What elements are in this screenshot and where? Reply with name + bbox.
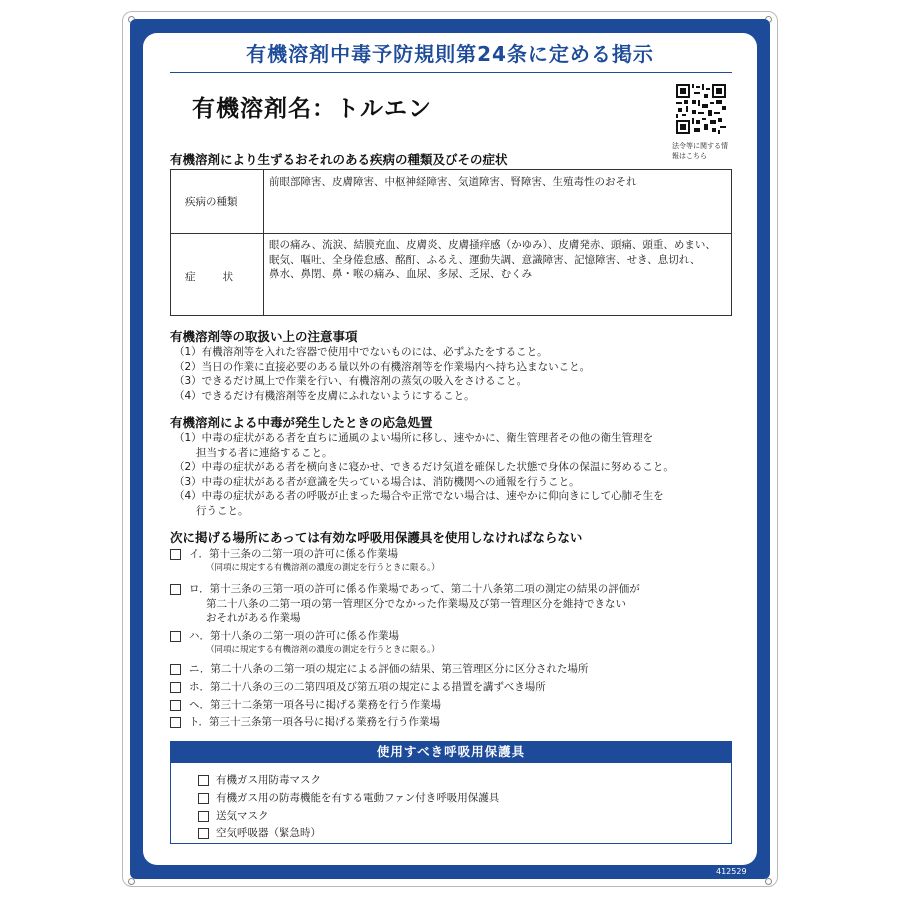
symptoms-line-2: 眠気、嘔吐、全身倦怠感、酩酊、ふるえ、運動失調、意識障害、記憶障害、せき、息切れ、 [269, 253, 701, 266]
ppe-item-1-checkbox[interactable] [198, 775, 209, 786]
table-row-divider [171, 233, 731, 234]
place-ni-text: ニ．第二十八条の二第一項の規定による評価の結果、第三管理区分に区分された場所 [189, 663, 589, 675]
qr-code[interactable] [676, 84, 726, 134]
place-i-checkbox[interactable] [170, 549, 181, 560]
diseases-heading: 有機溶剤により生ずるおそれのある疾病の種類及びその症状 [170, 152, 508, 167]
disease-type-label: 疾病の種類 [185, 196, 238, 208]
place-he-text: ヘ．第三十二条第一項各号に掲げる業務を行う作業場 [189, 699, 441, 711]
mounting-hole-bottom-left [128, 878, 135, 885]
ppe-item-1: 有機ガス用防毒マスク [216, 774, 321, 786]
title-divider [170, 72, 732, 73]
place-ha-note: （同項に規定する有機溶剤の濃度の測定を行うときに限る。） [206, 645, 440, 655]
place-ro-line-1: ロ．第十三条の三第一項の許可に係る作業場であって、第二十八条第二項の測定の結果の評価が [189, 583, 640, 595]
place-i-note: （同項に規定する有機溶剤の濃度の測定を行うときに限る。） [206, 563, 440, 573]
ppe-item-3: 送気マスク [216, 810, 269, 822]
ppe-item-4-checkbox[interactable] [198, 828, 209, 839]
place-ro-line-2: 第二十八条の二第一項の第一管理区分でなかった作業場及び第一管理区分を維持できない [206, 597, 626, 610]
place-ro-line-3: おそれがある作業場 [206, 612, 301, 624]
disease-type-text: 前眼部障害、皮膚障害、中枢神経障害、気道障害、腎障害、生殖毒性のおそれ [269, 176, 637, 188]
emergency-line-2: 担当する者に連絡すること。 [196, 446, 333, 459]
page-title: 有機溶剤中毒予防規則第24条に定める掲示 [246, 42, 654, 66]
symptoms-line-3: 鼻水、鼻閉、鼻・喉の痛み、血尿、多尿、乏尿、むくみ [269, 268, 533, 280]
ppe-item-2-checkbox[interactable] [198, 793, 209, 804]
solvent-name: 有機溶剤名：トルエン [192, 96, 432, 122]
symptoms-label: 症 状 [185, 271, 235, 283]
product-code: 412529 [716, 867, 747, 876]
emergency-line-5: （4）中毒の症状がある者の呼吸が止まった場合や正常でない場合は、速やかに仰向きにして心肺そ生を [174, 490, 664, 502]
precautions-heading: 有機溶剤等の取扱い上の注意事項 [170, 329, 358, 344]
mounting-hole-bottom-right [765, 878, 772, 885]
place-he-checkbox[interactable] [170, 700, 181, 711]
precaution-item-1: （1）有機溶剤等を入れた容器で使用中でないものには、必ずふたをすること。 [174, 346, 548, 358]
place-i-text: イ．第十三条の二第一項の許可に係る作業場 [189, 548, 399, 560]
emergency-line-4: （3）中毒の症状がある者が意識を失っている場合は、消防機関への通報を行うこと。 [174, 475, 580, 488]
place-ha-checkbox[interactable] [170, 631, 181, 642]
precaution-item-3: （3）できるだけ風上で作業を行い、有機溶剤の蒸気の吸入をさけること。 [174, 375, 528, 387]
precaution-item-2: （2）当日の作業に直接必要のある量以外の有機溶剤等を作業場内へ持ち込まないこと。 [174, 360, 591, 373]
disease-table [170, 169, 732, 316]
place-ho-checkbox[interactable] [170, 682, 181, 693]
place-to-checkbox[interactable] [170, 717, 181, 728]
place-ho-text: ホ．第二十八条の三の二第四項及び第五項の規定による措置を講ずべき場所 [189, 681, 546, 693]
precaution-item-4: （4）できるだけ有機溶剤等を皮膚にふれないようにすること。 [174, 389, 475, 402]
ppe-item-4: 空気呼吸器（緊急時） [216, 827, 321, 839]
emergency-line-6: 行うこと。 [196, 504, 249, 517]
emergency-heading: 有機溶剤による中毒が発生したときの応急処置 [170, 415, 433, 430]
place-ha-text: ハ．第十八条の二第一項の許可に係る作業場 [189, 630, 399, 642]
ppe-heading: 使用すべき呼吸用保護具 [170, 741, 732, 763]
emergency-line-3: （2）中毒の症状がある者を横向きに寝かせ、できるだけ気道を確保した状態で身体の保温に努めること。 [174, 461, 674, 473]
place-ro-checkbox[interactable] [170, 584, 181, 595]
place-ni-checkbox[interactable] [170, 664, 181, 675]
places-heading: 次に掲げる場所にあっては有効な呼吸用保護具を使用しなければならない [170, 530, 583, 545]
ppe-item-2: 有機ガス用の防毒機能を有する電動ファン付き呼吸用保護具 [216, 792, 500, 804]
emergency-line-1: （1）中毒の症状がある者を直ちに通風のよい場所に移し、速やかに、衛生管理者その他の衛生管理を [174, 432, 654, 444]
qr-caption: 法令等に関する情報はこちら [672, 142, 728, 160]
ppe-item-3-checkbox[interactable] [198, 811, 209, 822]
place-to-text: ト．第三十三条第一項各号に掲げる業務を行う作業場 [189, 716, 441, 728]
table-column-divider [263, 170, 264, 315]
symptoms-line-1: 眼の痛み、流涙、結膜充血、皮膚炎、皮膚掻痒感（かゆみ）、皮膚発赤、頭痛、頭重、めまい、 [269, 239, 716, 251]
